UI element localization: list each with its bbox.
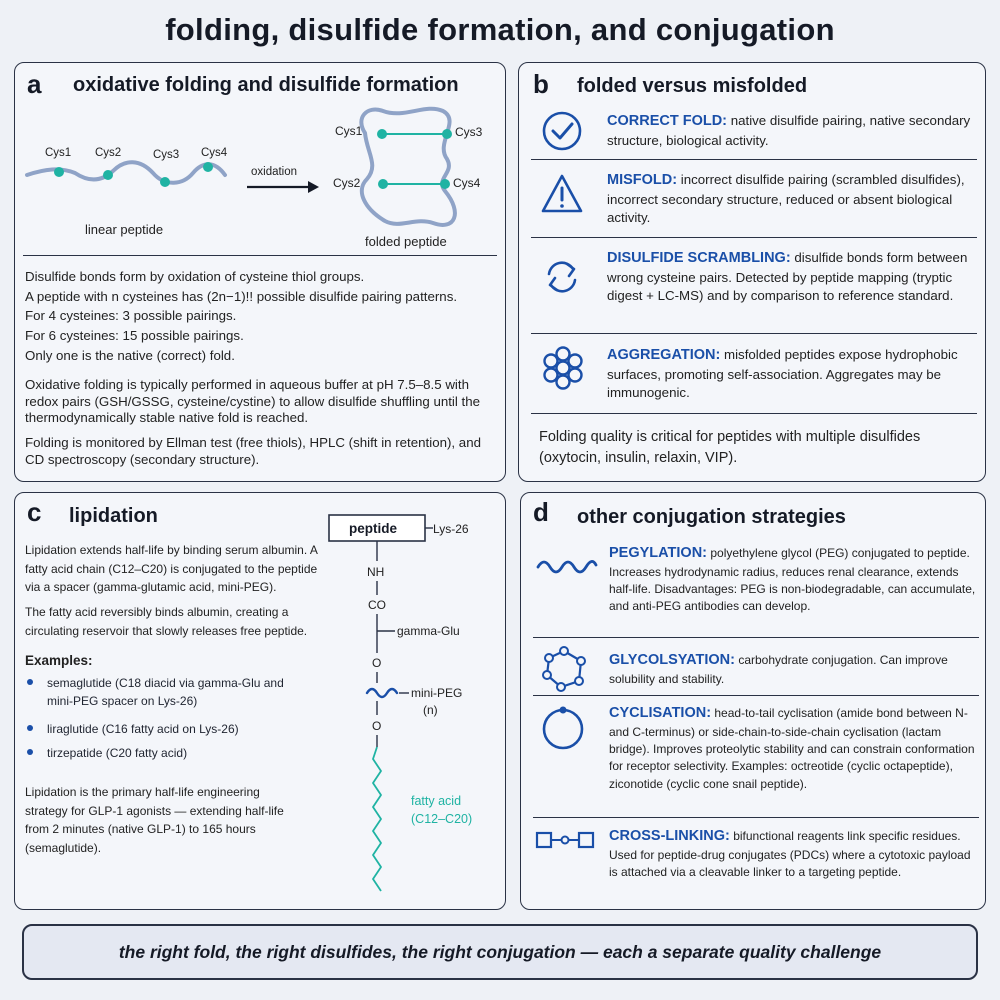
panel-b [518,62,986,482]
misfold-item [607,170,977,228]
list-item [25,744,315,768]
panel-b-footer: Folding quality is critical for peptides with multiple disulfides (oxytocin, insulin, relaxin, VIP). [539,429,921,467]
panel-d-title: other conjugation strategies [577,506,846,528]
bullet-dot [27,725,33,731]
misfold-heading: MISFOLD: [607,172,678,188]
cys3-label-linear: Cys3 [153,149,180,161]
wave-icon [535,553,599,577]
correct-fold-item [607,111,977,150]
scrambling-item [607,248,977,306]
example-liraglutide: liraglutide (C16 fatty acid on Lys-26) [47,722,239,736]
cys1-dot-linear [54,167,64,177]
page-title: folding, disulfide formation, and conjugation [165,12,835,47]
panel-d [520,492,986,910]
cys3-label-folded: Cys3 [455,125,483,139]
folded-peptide-label: folded peptide [365,234,447,249]
nh-label: NH [367,565,385,579]
correct-fold-text: native disulfide pairing, native secondary structure, biological activity. [607,113,971,148]
linear-peptide-label: linear peptide [85,222,164,237]
correct-fold-heading: CORRECT FOLD: [607,113,728,129]
panel-d-divider-2 [533,695,979,696]
cys2-dot-folded [378,179,388,189]
aggregation-text: misfolded peptides expose hydrophobic surfaces, promoting self-association. Aggregates may be immunogenic. [607,347,958,401]
mini-peg-label: mini-PEG [411,686,463,700]
panel-d-divider-1 [533,637,979,638]
peptide-box-label: peptide [349,521,398,536]
bullet-dot [27,749,33,755]
refresh-arrows-icon [541,256,583,298]
cyclisation-text: head-to-tail cyclisation (amide bond between N- and C-terminus) or side-chain-to-side-chain cyclisation (lactam bridge). Improves proteolytic stability and can constrain conformation for receptor selectivity. Examples: octreotide (cyclic octapeptide), ziconotide (cyclic cone snail peptide). [609,706,975,791]
cys4-dot-linear [203,162,213,172]
fact-line: Only one is the native (correct) fold. [25,347,235,363]
peg-n-label: (n) [423,703,438,717]
list-item [25,720,315,744]
examples-heading: Examples: [25,653,93,668]
panel-b-divider-4 [531,413,977,414]
fatty-acid-chain [373,747,381,891]
glycosylation-heading: GLYCOLSYATION: [609,652,735,668]
cys4-label-linear: Cys4 [201,147,228,159]
cys1-dot-folded [377,129,387,139]
fatty-acid-range-label: (C12–C20) [411,812,473,826]
cys1-label-linear: Cys1 [45,147,72,159]
pegylation-text: polyethylene glycol (PEG) conjugated to peptide. Increases hydrodynamic radius, reduces renal clearance, extends half-life. Disadvantages: PEG is non-biodegradable, can accumulate, and anti-PEG antibodies can develop. [609,546,976,614]
fatty-acid-label: fatty acid [411,794,462,808]
cyclisation-item [609,703,979,793]
panel-d-label: d [533,497,549,527]
sugar-ring-icon [539,645,589,693]
fact-line: A peptide with n cysteines has (2n−1)!! possible disulfide pairing patterns. [25,288,458,304]
panel-a-paragraph-3: Folding is monitored by Ellman test (free thiols), HPLC (shift in retention), and CD spectroscopy (secondary structure). [25,435,481,467]
list-item [25,674,315,720]
example-list [25,674,315,768]
cys4-dot-folded [440,179,450,189]
lipidation-diagram [315,493,505,911]
crosslinking-item [609,826,977,881]
panel-b-divider-1 [531,159,977,160]
cys2-dot-linear [103,170,113,180]
panel-c-paragraph-1: Lipidation extends half-life by binding serum albumin. A fatty acid chain (C12–C20) is conjugated to the peptide via a spacer (gamma-glutamic acid, mini-PEG). [25,543,318,595]
ring-icon [539,705,587,753]
cys2-label-linear: Cys2 [95,147,122,159]
lys26-label: Lys-26 [433,522,469,536]
misfold-text: incorrect disulfide pairing (scrambled disulfides), incorrect secondary structure, reduced or absent biological activity. [607,172,965,226]
fact-line: For 6 cysteines: 15 possible pairings. [25,328,244,344]
panel-a-title: oxidative folding and disulfide formation [73,74,459,96]
panel-b-divider-2 [531,237,977,238]
folding-diagram [15,63,507,258]
glycosylation-text: carbohydrate conjugation. Can improve solubility and stability. [609,653,948,686]
cys3-dot-linear [160,177,170,187]
example-semaglutide: semaglutide (C18 diacid via gamma-Glu and mini-PEG spacer on Lys-26) [47,676,284,708]
cys3-dot-folded [442,129,452,139]
aggregation-item [607,345,977,403]
panel-a [14,62,506,482]
panel-c [14,492,506,910]
panel-c-paragraph-2: The fatty acid reversibly binds albumin, creating a circulating reservoir that slowly releases free peptide. [25,605,308,638]
cluster-icon [541,346,585,390]
panel-b-title: folded versus misfolded [577,75,808,97]
panel-a-facts [25,267,495,365]
panel-b-divider-3 [531,333,977,334]
fact-line: Disulfide bonds form by oxidation of cysteine thiol groups. [25,269,365,284]
crosslinking-heading: CROSS-LINKING: [609,828,730,844]
summary-banner: the right fold, the right disulfides, the right conjugation — each a separate quality challenge [22,924,978,980]
warning-triangle-icon [541,173,583,215]
panel-b-label: b [533,69,549,99]
glycosylation-item [609,650,977,688]
panel-d-divider-3 [533,817,979,818]
panel-c-paragraph-3: Lipidation is the primary half-life engineering strategy for GLP-1 agonists — extending half-life from 2 minutes (native GLP-1) to 165 hours (semaglutide). [25,785,284,855]
cys4-label-folded: Cys4 [453,176,481,190]
pegylation-heading: PEGYLATION: [609,545,708,561]
o2-label: O [372,719,382,733]
pegylation-item [609,543,977,616]
panel-a-divider [23,255,497,256]
mini-peg-wave [367,689,397,697]
co-label: CO [368,598,386,612]
o1-label: O [372,656,382,670]
panel-c-label: c [27,497,42,527]
crosslink-icon [535,829,599,853]
fact-line: For 4 cysteines: 3 possible pairings. [25,308,237,324]
panel-a-paragraph-2: Oxidative folding is typically performed in aqueous buffer at pH 7.5–8.5 with redox pairs (GSH/GSSG, cysteine/cystine) to allow disulfide shuffling until the thermodynamically stable native fold is reached. [25,377,481,426]
scrambling-heading: DISULFIDE SCRAMBLING: [607,250,791,266]
gamma-glu-label: gamma-Glu [397,624,460,638]
cys1-label-folded: Cys1 [335,124,363,138]
oxidation-label: oxidation [251,166,298,178]
cys2-label-folded: Cys2 [333,176,361,190]
panel-c-title: lipidation [69,505,158,527]
check-circle-icon [541,110,583,152]
panel-a-label: a [27,69,42,99]
crosslinking-text: bifunctional reagents link specific residues. Used for peptide-drug conjugates (PDCs) where a cytotoxic payload is attached via a cleavable linker to a targeting peptide. [609,829,971,880]
folded-peptide-chain [361,109,455,225]
example-tirzepatide: tirzepatide (C20 fatty acid) [47,746,188,760]
aggregation-heading: AGGREGATION: [607,347,721,363]
cyclisation-heading: CYCLISATION: [609,705,712,721]
bullet-dot [27,679,33,685]
scrambling-text: disulfide bonds form between wrong cysteine pairs. Detected by peptide mapping (tryptic digest + LC-MS) and by comparison to reference standard. [607,250,968,304]
oxidation-arrow-head [308,181,319,193]
